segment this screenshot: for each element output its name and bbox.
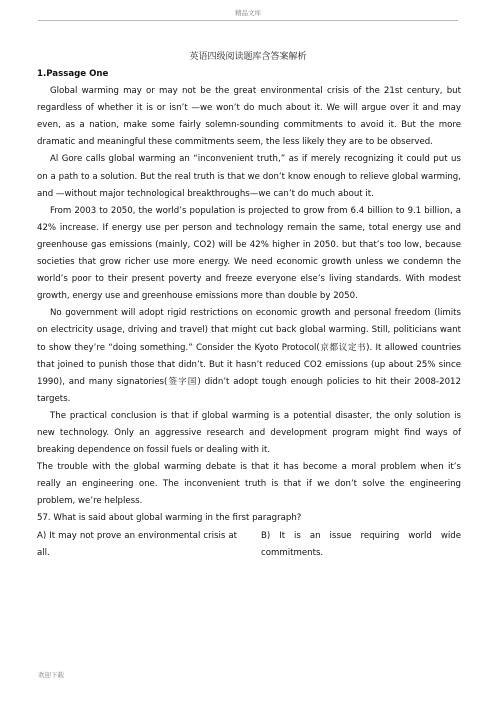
answer-options (37, 528, 461, 562)
paragraph-5: The practical conclusion is that if global warming is a potential disaster, the only solution is new technology. Only an aggressive research and development program might find ways of breaking dependence on fossil fuels or dealing with it. (37, 410, 461, 456)
paragraph-1: Global warming may or may not be the great environmental crisis of the 21st century, but regardless of whether it is or isn’t —we won’t do much about it. We will argue over it and may even, as a nation, make some fairly solemn-sounding commitments to avoid it. But the more dramatic and meaningful these commitments seem, the less likely they are to be observed. (37, 86, 461, 148)
paragraph-2: Al Gore calls global warming an “inconvenient truth,” as if merely recognizing it could put us on a path to a solution. But the real truth is that we don’t know enough to relieve global warming, and —without major technological breakthroughs—we can’t do much about it. (37, 154, 461, 199)
document-title: 英语四级阅读题库含答案解析 (189, 52, 307, 62)
option-a: A) It may not prove an environmental crisis at all. (37, 530, 237, 558)
question-57: 57. What is said about global warming in the first paragraph? (37, 513, 302, 524)
paragraph-3: From 2003 to 2050, the world’s population is projected to grow from 6.4 billion to 9.1 billion, a 42% increase. If energy use per person and technology remain the same, total energy use and greenhouse gas emissions (mainly, CO2) will be 42% higher in 2050. but that’s too low, because societies that grow richer use more energy. We need economic growth unless we condemn the world’s poor to their present poverty and freeze everyone else’s living standards. With modest growth, energy use and greenhouse emissions more than double by 2050. (37, 205, 461, 302)
passage-heading: 1.Passage One (37, 69, 109, 79)
closing-paragraph: The trouble with the global warming debate is that it has become a moral problem when it’s really an engineering one. The inconvenient truth is that if we don’t solve the engineering problem, we’re helpless. (37, 462, 461, 507)
paragraph-4: No government will adopt rigid restrictions on economic growth and personal freedom (limits on electricity usage, driving and travel) that might cut back global warming. Still, politicians want to show they’re “doing something.” Consider the Kyoto Protocol(京都议定书). It allowed countries that joined to punish those that didn’t. But it hasn’t reduced CO2 emissions (up about 25% since 1990), and many signatories(签字国) didn’t adopt tough enough policies to hit their 2008-2012 targets. (37, 308, 461, 404)
option-b: B) It is an issue requiring world wide commitments. (261, 530, 461, 558)
header-divider (38, 20, 458, 21)
page-header: 精品文库 (235, 9, 261, 17)
page-footer: 欢迎下载 (38, 671, 64, 679)
document-body (37, 66, 461, 562)
